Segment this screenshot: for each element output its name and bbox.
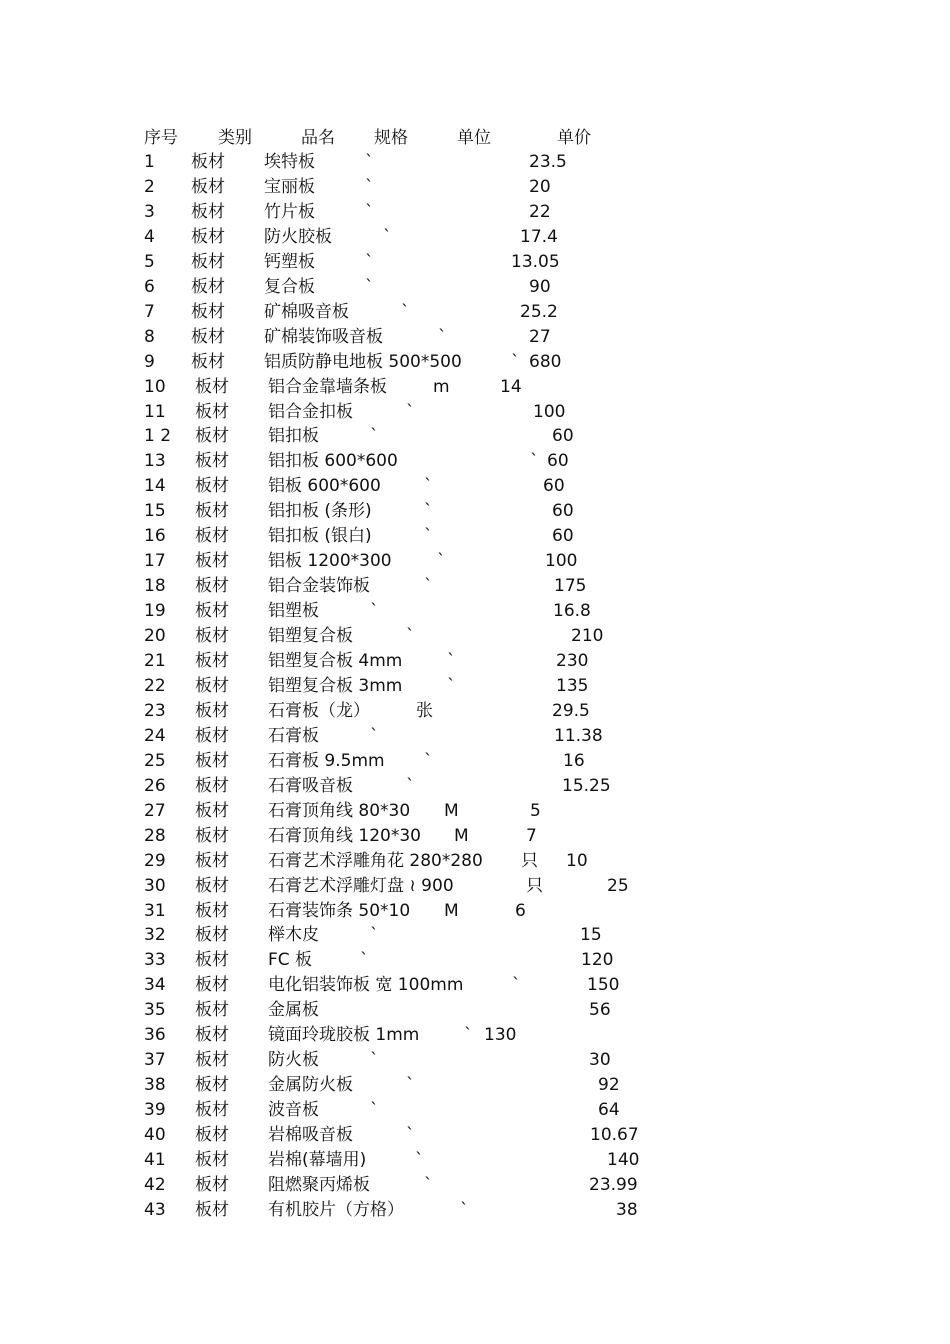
row-number: 17 <box>144 551 166 571</box>
table-row <box>0 1148 950 1172</box>
header-name: 品名 <box>301 128 335 148</box>
row-price: 60 <box>547 451 569 471</box>
row-category: 板材 <box>191 302 225 322</box>
table-row <box>0 275 950 299</box>
table-row <box>0 724 950 748</box>
row-item-name: 宝丽板 <box>264 177 315 197</box>
row-number: 27 <box>144 801 166 821</box>
row-number: 31 <box>144 901 166 921</box>
row-item-name: 石膏吸音板 <box>268 776 353 796</box>
table-row <box>0 824 950 848</box>
row-unit: ` <box>370 925 379 945</box>
table-row <box>0 499 950 523</box>
row-number: 36 <box>144 1025 166 1045</box>
row-item-name: 复合板 <box>264 277 315 297</box>
row-price: 20 <box>529 177 551 197</box>
row-item-name: 金属防火板 <box>268 1075 353 1095</box>
row-price: 23.5 <box>529 152 567 172</box>
row-category: 板材 <box>195 1150 229 1170</box>
row-unit: ` <box>365 152 374 172</box>
row-price: 23.99 <box>589 1175 638 1195</box>
table-row <box>0 250 950 274</box>
row-number: 25 <box>144 751 166 771</box>
row-item-name: 石膏顶角线 80*30 <box>268 801 411 821</box>
row-unit: ` <box>365 177 374 197</box>
row-category: 板材 <box>191 177 225 197</box>
table-row <box>0 973 950 997</box>
table-row <box>0 524 950 548</box>
row-category: 板材 <box>195 1000 229 1020</box>
row-item-name: 阻燃聚丙烯板 <box>268 1175 370 1195</box>
row-category: 板材 <box>191 327 225 347</box>
row-price: 5 <box>530 801 541 821</box>
row-category: 板材 <box>195 901 229 921</box>
row-category: 板材 <box>195 1200 229 1220</box>
row-category: 板材 <box>195 651 229 671</box>
row-price: 29.5 <box>552 701 590 721</box>
row-item-name: 铝塑复合板 3mm <box>268 676 403 696</box>
row-unit: ` <box>447 651 456 671</box>
row-unit: ` <box>424 576 433 596</box>
row-price: 90 <box>529 277 551 297</box>
row-unit: ` <box>406 1125 415 1145</box>
table-row <box>0 400 950 424</box>
row-item-name: 岩棉(幕墙用) <box>268 1150 367 1170</box>
table-row <box>0 300 950 324</box>
row-price: 16 <box>563 751 585 771</box>
row-price: 680 <box>529 352 562 372</box>
row-item-name: 铝合金装饰板 <box>268 576 370 596</box>
table-row <box>0 1173 950 1197</box>
row-item-name: 镜面玲珑胶板 1mm <box>268 1025 420 1045</box>
table-row <box>0 998 950 1022</box>
table-row <box>0 624 950 648</box>
row-item-name: 铝塑复合板 <box>268 626 353 646</box>
row-category: 板材 <box>191 352 225 372</box>
row-price: 100 <box>533 402 566 422</box>
row-price: 230 <box>556 651 589 671</box>
row-number: 11 <box>144 402 166 422</box>
row-unit: ` <box>370 426 379 446</box>
table-row <box>0 150 950 174</box>
row-number: 3 <box>144 202 155 222</box>
row-price: 120 <box>581 950 614 970</box>
row-number: 41 <box>144 1150 166 1170</box>
row-category: 板材 <box>195 1075 229 1095</box>
table-row <box>0 1198 950 1222</box>
table-row <box>0 674 950 698</box>
row-unit: m <box>433 377 450 397</box>
row-category: 板材 <box>195 701 229 721</box>
row-item-name: 矿棉装饰吸音板 <box>264 327 383 347</box>
row-category: 板材 <box>191 152 225 172</box>
row-price: 100 <box>545 551 578 571</box>
row-number: 1 <box>144 152 155 172</box>
row-price: 13.05 <box>511 252 560 272</box>
row-category: 板材 <box>195 402 229 422</box>
header-no: 序号 <box>144 128 178 148</box>
row-item-name: 石膏板 9.5mm <box>268 751 385 771</box>
table-row <box>0 375 950 399</box>
row-number: 2 <box>144 177 155 197</box>
row-number: 28 <box>144 826 166 846</box>
row-category: 板材 <box>195 726 229 746</box>
row-price: 210 <box>571 626 604 646</box>
row-price: 140 <box>607 1150 640 1170</box>
table-row <box>0 749 950 773</box>
row-item-name: 钙塑板 <box>264 252 315 272</box>
row-category: 板材 <box>191 277 225 297</box>
row-price: 17.4 <box>520 227 558 247</box>
row-number: 8 <box>144 327 155 347</box>
row-price: 16.8 <box>553 601 591 621</box>
row-item-name: 铝板 1200*300 <box>268 551 392 571</box>
row-unit: ` <box>406 626 415 646</box>
row-price: 38 <box>616 1200 638 1220</box>
row-unit: ` <box>383 227 392 247</box>
row-category: 板材 <box>195 751 229 771</box>
row-category: 板材 <box>195 576 229 596</box>
row-unit: ` <box>406 1075 415 1095</box>
row-price: 60 <box>552 426 574 446</box>
row-unit: ` <box>415 1150 424 1170</box>
row-item-name: 铝质防静电地板 500*500 <box>264 352 462 372</box>
row-category: 板材 <box>195 975 229 995</box>
row-price: 150 <box>587 975 620 995</box>
table-row <box>0 1048 950 1072</box>
row-price: 6 <box>515 901 526 921</box>
row-category: 板材 <box>195 601 229 621</box>
table-row <box>0 225 950 249</box>
row-category: 板材 <box>195 451 229 471</box>
row-category: 板材 <box>195 501 229 521</box>
row-price: 135 <box>556 676 589 696</box>
row-item-name: 铝扣板 (条形) <box>268 501 372 521</box>
row-item-name: 铝合金靠墙条板 <box>268 377 387 397</box>
row-price: 10.67 <box>590 1125 639 1145</box>
row-unit: ` <box>360 950 369 970</box>
row-category: 板材 <box>195 826 229 846</box>
row-category: 板材 <box>195 626 229 646</box>
row-unit: ` <box>447 676 456 696</box>
row-item-name: 铝扣板 <box>268 426 319 446</box>
row-unit: 张 <box>416 701 433 721</box>
table-row <box>0 424 950 448</box>
row-price: 11.38 <box>554 726 603 746</box>
row-item-name: 石膏顶角线 120*30 <box>268 826 421 846</box>
table-row <box>0 699 950 723</box>
row-unit: ` <box>401 302 410 322</box>
row-number: 6 <box>144 277 155 297</box>
row-category: 板材 <box>195 377 229 397</box>
row-number: 21 <box>144 651 166 671</box>
row-category: 板材 <box>195 1025 229 1045</box>
row-item-name: 石膏装饰条 50*10 <box>268 901 411 921</box>
header-unit: 单位 <box>457 128 491 148</box>
row-category: 板材 <box>195 1100 229 1120</box>
row-category: 板材 <box>195 1175 229 1195</box>
row-unit: ` <box>530 451 539 471</box>
row-item-name: 竹片板 <box>264 202 315 222</box>
row-number: 15 <box>144 501 166 521</box>
row-price: 60 <box>543 476 565 496</box>
row-unit: M <box>454 826 469 846</box>
row-unit: ` <box>365 202 374 222</box>
row-number: 9 <box>144 352 155 372</box>
row-unit: ` <box>511 352 520 372</box>
header-price: 单价 <box>557 128 591 148</box>
row-category: 板材 <box>195 1050 229 1070</box>
row-item-name: 铝板 600*600 <box>268 476 381 496</box>
row-item-name: 铝扣板 (银白) <box>268 526 372 546</box>
row-number: 10 <box>144 377 166 397</box>
row-unit: ` <box>424 526 433 546</box>
row-unit: ` <box>365 252 374 272</box>
row-unit: ` <box>406 402 415 422</box>
row-price: 27 <box>529 327 551 347</box>
table-row <box>0 449 950 473</box>
row-item-name: 波音板 <box>268 1100 319 1120</box>
table-row <box>0 474 950 498</box>
table-row <box>0 1023 950 1047</box>
table-row <box>0 1123 950 1147</box>
header-spec: 规格 <box>374 128 408 148</box>
row-price: 30 <box>589 1050 611 1070</box>
row-number: 20 <box>144 626 166 646</box>
row-category: 板材 <box>191 202 225 222</box>
row-category: 板材 <box>195 801 229 821</box>
table-row <box>0 799 950 823</box>
table-row <box>0 923 950 947</box>
row-number: 35 <box>144 1000 166 1020</box>
table-row <box>0 599 950 623</box>
row-number: 7 <box>144 302 155 322</box>
row-number: 30 <box>144 876 166 896</box>
row-category: 板材 <box>195 1125 229 1145</box>
row-item-name: 金属板 <box>268 1000 319 1020</box>
row-item-name: 铝塑复合板 4mm <box>268 651 403 671</box>
row-price: 15.25 <box>562 776 611 796</box>
row-item-name: 铝合金扣板 <box>268 402 353 422</box>
row-category: 板材 <box>195 476 229 496</box>
row-category: 板材 <box>191 227 225 247</box>
row-item-name: 石膏板（龙） <box>268 701 370 721</box>
row-item-name: FC 板 <box>268 950 313 970</box>
row-item-name: 防火板 <box>268 1050 319 1070</box>
table-row <box>0 1098 950 1122</box>
row-number: 29 <box>144 851 166 871</box>
row-unit: 只 <box>521 851 538 871</box>
table-row <box>0 325 950 349</box>
row-unit: ` <box>370 1100 379 1120</box>
table-row <box>0 948 950 972</box>
table-row <box>0 549 950 573</box>
table-row <box>0 774 950 798</box>
row-price: 175 <box>554 576 587 596</box>
row-price: 25 <box>607 876 629 896</box>
row-item-name: 榉木皮 <box>268 925 319 945</box>
header-category: 类别 <box>218 128 252 148</box>
row-price: 60 <box>552 501 574 521</box>
row-number: 16 <box>144 526 166 546</box>
table-row <box>0 874 950 898</box>
row-item-name: 石膏板 <box>268 726 319 746</box>
row-category: 板材 <box>195 426 229 446</box>
row-category: 板材 <box>191 252 225 272</box>
row-unit: ` <box>424 751 433 771</box>
row-unit: ` <box>438 327 447 347</box>
row-number: 39 <box>144 1100 166 1120</box>
row-price: 60 <box>552 526 574 546</box>
row-unit: 只 <box>526 876 543 896</box>
row-number: 42 <box>144 1175 166 1195</box>
row-item-name: 铝扣板 600*600 <box>268 451 398 471</box>
row-category: 板材 <box>195 851 229 871</box>
row-unit: ` <box>437 551 446 571</box>
row-unit: ` <box>370 726 379 746</box>
row-item-name: 石膏艺术浮雕角花 280*280 <box>268 851 483 871</box>
row-number: 23 <box>144 701 166 721</box>
row-category: 板材 <box>195 526 229 546</box>
row-number: 26 <box>144 776 166 796</box>
row-price: 64 <box>598 1100 620 1120</box>
row-number: 13 <box>144 451 166 471</box>
row-number: 37 <box>144 1050 166 1070</box>
row-unit: ` <box>365 277 374 297</box>
row-unit: M <box>444 901 459 921</box>
row-item-name: 埃特板 <box>264 152 315 172</box>
table-row <box>0 574 950 598</box>
row-number: 14 <box>144 476 166 496</box>
row-unit: ` <box>424 1175 433 1195</box>
row-price: 130 <box>484 1025 517 1045</box>
row-number: 19 <box>144 601 166 621</box>
row-item-name: 岩棉吸音板 <box>268 1125 353 1145</box>
row-price: 15 <box>580 925 602 945</box>
row-item-name: 矿棉吸音板 <box>264 302 349 322</box>
row-price: 22 <box>529 202 551 222</box>
row-category: 板材 <box>195 776 229 796</box>
row-number: 32 <box>144 925 166 945</box>
table-row <box>0 899 950 923</box>
row-number: 34 <box>144 975 166 995</box>
row-category: 板材 <box>195 950 229 970</box>
row-price: 92 <box>598 1075 620 1095</box>
row-price: 7 <box>526 826 537 846</box>
row-number: 1 2 <box>144 426 172 446</box>
table-row <box>0 649 950 673</box>
row-unit: ` <box>424 476 433 496</box>
row-category: 板材 <box>195 925 229 945</box>
row-unit: ` <box>424 501 433 521</box>
row-unit: ` <box>460 1200 469 1220</box>
row-item-name: 防火胶板 <box>264 227 332 247</box>
row-number: 4 <box>144 227 155 247</box>
row-number: 33 <box>144 950 166 970</box>
row-unit: ` <box>370 601 379 621</box>
row-number: 43 <box>144 1200 166 1220</box>
row-price: 10 <box>566 851 588 871</box>
row-number: 22 <box>144 676 166 696</box>
row-category: 板材 <box>195 676 229 696</box>
row-item-name: 有机胶片（方格） <box>268 1200 404 1220</box>
row-unit: M <box>444 801 459 821</box>
row-price: 56 <box>589 1000 611 1020</box>
table-row <box>0 849 950 873</box>
row-unit: ` <box>512 975 521 995</box>
row-number: 24 <box>144 726 166 746</box>
row-number: 18 <box>144 576 166 596</box>
table-row <box>0 1073 950 1097</box>
row-price: 14 <box>500 377 522 397</box>
table-row <box>0 350 950 374</box>
row-unit: ` <box>406 776 415 796</box>
row-unit: ` <box>370 1050 379 1070</box>
row-number: 38 <box>144 1075 166 1095</box>
row-category: 板材 <box>195 876 229 896</box>
row-category: 板材 <box>195 551 229 571</box>
row-unit: ` <box>464 1025 473 1045</box>
table-row <box>0 175 950 199</box>
row-item-name: 电化铝装饰板 宽 100mm <box>268 975 464 995</box>
row-number: 40 <box>144 1125 166 1145</box>
row-price: 25.2 <box>520 302 558 322</box>
row-item-name: 石膏艺术浮雕灯盘 ≀ 900 <box>268 876 454 896</box>
row-item-name: 铝塑板 <box>268 601 319 621</box>
row-number: 5 <box>144 252 155 272</box>
table-row <box>0 200 950 224</box>
